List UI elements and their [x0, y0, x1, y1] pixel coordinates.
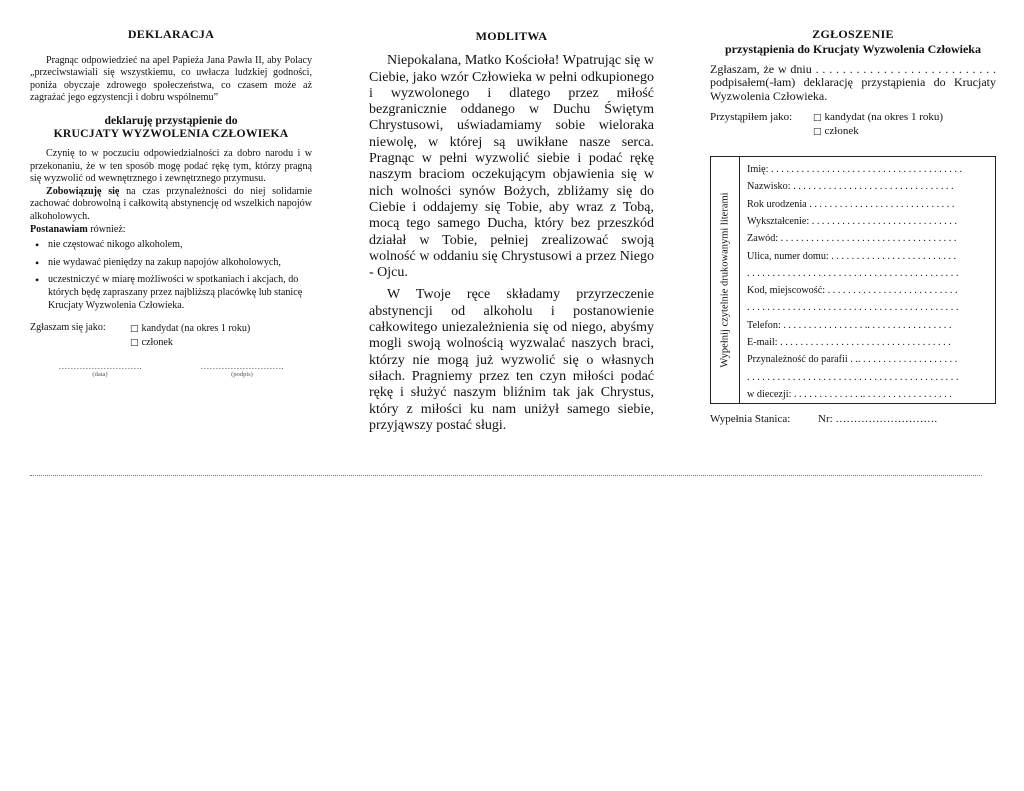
prayer-column	[369, 28, 654, 440]
declaration-intro: Pragnąc odpowiedzieć na apel Papieża Jana Pawła II, aby Polacy „przeciwstawiali się wszystkiemu, co uwłacza ludzkiej godności, poniża obyczaje zdrowego społeczeństwa, co czasem może aż zagrażać jego egzystencji i dobru wspólnemu”	[30, 54, 312, 104]
option-member[interactable]	[130, 336, 250, 350]
field-profession[interactable]: Zawód: . . . . . . . . . . . . . . . . . . . . . . . . . . . . . . . . . . .	[747, 233, 957, 245]
resolve-para	[30, 224, 312, 237]
option-member-label: członek	[141, 337, 173, 349]
field-street[interactable]: Ulica, numer domu: . . . . . . . . . . . . . . . . . . . . . . . . .	[747, 250, 957, 262]
signature-caption: (podpis)	[231, 371, 253, 379]
field-street-cont[interactable]: . . . . . . . . . . . . . . . . . . . . . . . . . . . . . . . . . . . . . . . . . .	[747, 267, 959, 279]
signature-dots: ……………………….	[200, 361, 284, 372]
date-caption: (data)	[92, 371, 108, 379]
checkbox-icon[interactable]: □	[130, 338, 139, 349]
date-dots: ……………………….	[58, 361, 142, 372]
station-number[interactable]: Nr: ……………………….	[818, 413, 938, 426]
checkbox-icon[interactable]: □	[813, 113, 822, 124]
declaration-column	[30, 28, 312, 379]
prayer-para2: W Twoje ręce składamy przyrzeczenie abstynencji od alkoholu i postanowienie całkowitego uniezależnienia się od niego, abyśmy mogli swoją wolnością wyzwalać naszych braci, którzy nie mogą już wyzwolić się o własnych siłach. Pragniemy przez ten czyn miłości podać rękę i służyć naszym bliźnim tak jak Chrystus, który z miłości ku nam uniżył samego siebie, przyjąwszy postać sługi.	[369, 287, 654, 433]
field-parish[interactable]: Przynależność do parafii . .. . . . . . . . . . . . . . . . . . . .	[747, 354, 958, 366]
crusade-name: KRUCJATY WYZWOLENIA CZŁOWIEKA	[53, 126, 289, 140]
field-email[interactable]: E-mail: . . . . . . . . . . . . . . . . . . . . . . . . . . . . . . . . . .	[747, 337, 951, 348]
resolve-bold: Postanawiam	[30, 223, 88, 235]
field-first-name[interactable]: Imię: . . . . . . . . . . . . . . . . . . . . . . . . . . . . . . . . . . . . . .	[747, 164, 963, 176]
declaration-para1: Czynię to w poczuciu odpowiedzialności za dobro narodu i w przekonaniu, że w ten sposób mogę podać rękę tym, którzy pragną się wyzwolić od wewnętrznego i zewnętrznego przymusu.	[30, 147, 312, 185]
declaration-title: DEKLARACJA	[127, 27, 215, 41]
field-parish-cont[interactable]: . . . . . . . . . . . . . . . . . . . . . . . . . . . . . . . . . . . . . . . . . .	[747, 371, 959, 383]
list-item: • uczestniczyć w miarę możliwości w spotkaniach i akcjach, do których będę zapraszany przez najbliższą placówkę lub stanicę Krucjaty Wyzwolenia Człowieka.	[30, 274, 312, 312]
option-candidate-label: kandydat (na okres 1 roku)	[141, 323, 251, 335]
registration-para: Zgłaszam, że w dniu . . . . . . . . . . . . . . . . . . . . . . . . . . . podpisałem(-łam) deklarację przystąpienia do Krucjaty Wyzwolenia Człowieka.	[710, 61, 996, 103]
prayer-para1: Niepokalana, Matko Kościoła! Wpatrując się w Ciebie, jako wzór Człowieka w pełni odkupionego i wyzwolonego i dlatego przez miłość bezgranicznie oddanego w Duchu Świętym Chrystusowi, uświadamiamy sobie wieloraka niewolę, w której są uwikłane nasze serca. Pragnąc w pełni wyzwolić siebie i podać rękę naszym braciom oczekującym objawienia się w nich wolności synów Bożych, zbliżamy się do Ciebie i oddajemy się Tobie, aby wraz z Tobą, mocą tego samego Ducha, który bez przeszkód działał w Tobie, pełniej zrealizować swoją wolność w oddaniu się Chrystusowi a przez Niego - Ojcu.	[369, 53, 654, 281]
field-last-name[interactable]: Nazwisko: . . . . . . . . . . . . . . . . . . . . . . . . . . . . . . . .	[747, 181, 954, 193]
option-candidate-label: kandydat (na okres 1 roku)	[824, 111, 944, 124]
registration-title: ZGŁOSZENIE	[812, 27, 894, 41]
list-item: • nie częstować nikogo alkoholem,	[30, 239, 312, 252]
field-diocese[interactable]: w diecezji: . . . . . . . . . . . . . .. . . . . . . . . . . . . . . . . .	[747, 388, 952, 400]
resolve-text: również:	[87, 223, 126, 235]
personal-data-form	[710, 156, 996, 404]
joined-as-label: Przystąpiłem jako:	[710, 111, 793, 124]
checkbox-icon[interactable]: □	[813, 127, 822, 138]
field-postcode-cont[interactable]: . . . . . . . . . . . . . . . . . . . . . . . . . . . . . . . . . . . . . . . . . .	[747, 302, 959, 314]
form-fields	[747, 161, 991, 403]
signature-field[interactable]	[192, 362, 292, 379]
option-candidate[interactable]	[813, 111, 943, 125]
vertical-instruction-text: Wypełnij czytelnie drukowanymi literami	[719, 192, 731, 368]
station-footer	[710, 413, 996, 426]
registration-subtitle: przystąpienia do Krucjaty Wyzwolenia Człowieka	[725, 42, 981, 57]
station-label: Wypełnia Stanica:	[710, 413, 791, 426]
join-as-label: Zgłaszam się jako:	[30, 322, 106, 334]
signature-row	[30, 362, 312, 379]
join-as-row	[30, 322, 312, 350]
prayer-title: MODLITWA	[475, 29, 548, 43]
commitment-para	[30, 186, 312, 224]
joined-as-row	[710, 111, 996, 139]
resolutions-list	[30, 239, 312, 312]
vertical-instruction	[711, 157, 740, 403]
commitment-bold: Zobowiązuję się	[46, 185, 120, 197]
field-phone[interactable]: Telefon: . . . . . . . . . . . . . . . . .. . . . . . . . . . . . . . . . .	[747, 319, 952, 331]
checkbox-icon[interactable]: □	[130, 324, 139, 335]
option-candidate[interactable]	[130, 322, 250, 336]
commitment-text: na czas przynależności do niej solidarnie zachować dobrowolną i całkowitą abstynencję od wszelkich napojów alkoholowych.	[30, 185, 312, 222]
registration-column	[710, 28, 996, 426]
option-member-label: członek	[824, 125, 859, 138]
field-birth-year[interactable]: Rok urodzenia . . . . . . . . . . . . . . . . . . . . . . . . . . . . .	[747, 198, 955, 210]
cut-line	[30, 475, 982, 476]
declare-line: deklaruję przystąpienie do	[104, 113, 238, 127]
field-education[interactable]: Wykształcenie: . . . . . . . . . . . . . . . . . . . . . . . . . . . . .	[747, 215, 957, 227]
option-member[interactable]	[813, 125, 943, 139]
field-postcode-city[interactable]: Kod, miejscowość: . . . . . . . . . . . . . . . . . . . . . . . . . .	[747, 285, 958, 297]
list-item: • nie wydawać pieniędzy na zakup napojów alkoholowych,	[30, 257, 312, 270]
date-field[interactable]	[50, 362, 150, 379]
